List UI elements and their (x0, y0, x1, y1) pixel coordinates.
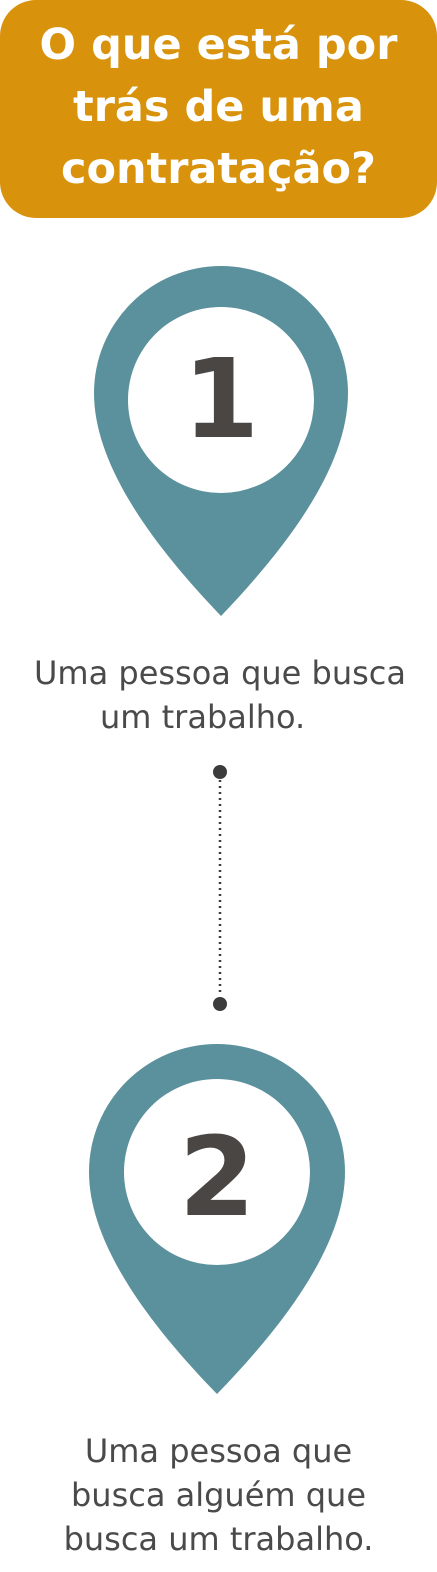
step-1-caption-line-2: um trabalho. (100, 698, 306, 736)
step-1-caption (0, 651, 437, 739)
step-1-pin (94, 266, 348, 616)
title-banner (0, 0, 437, 218)
step-2-caption-line-2: busca alguém que (70, 1476, 367, 1514)
step-2-number: 2 (178, 1113, 256, 1241)
title-line-2: trás de uma (73, 82, 364, 132)
dotted-connector (206, 760, 234, 1018)
connector-top-dot (213, 765, 227, 779)
step-1-caption-line-1: Uma pessoa que busca (34, 654, 406, 692)
step-2-caption (0, 1429, 437, 1561)
step-1-number: 1 (182, 335, 260, 463)
title-line-3: contratação? (61, 144, 376, 194)
step-2-caption-line-1: Uma pessoa que (84, 1432, 353, 1470)
step-2-pin (89, 1044, 345, 1394)
connector-bottom-dot (213, 997, 227, 1011)
step-2-caption-line-3: busca um trabalho. (63, 1520, 374, 1558)
title-line-1: O que está por (39, 20, 398, 70)
